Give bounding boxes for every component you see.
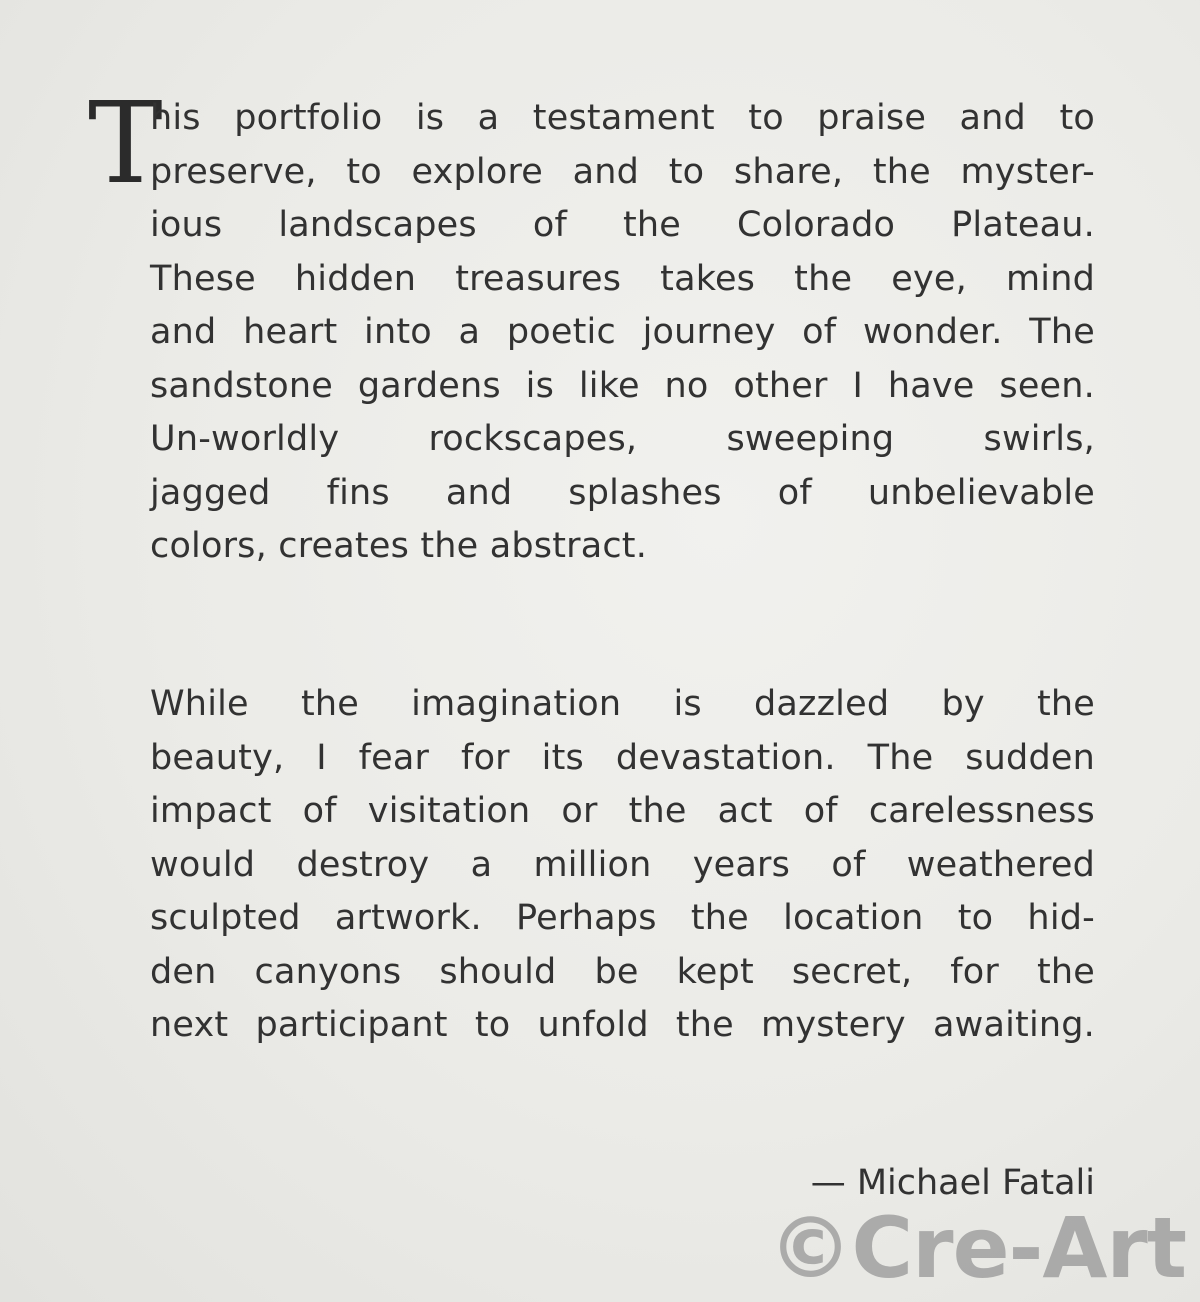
text-line: impact of visitation or the act of carelessness <box>150 791 1095 831</box>
paragraph-1 <box>150 92 1095 574</box>
text-line: colors, creates the abstract. <box>150 526 648 566</box>
text-line: beauty, I fear for its devastation. The sudden <box>150 737 1095 778</box>
text-line: would destroy a million years of weathered <box>150 844 1095 885</box>
author-signature: — Michael Fatali <box>810 1163 1095 1203</box>
text-line: sandstone gardens is like no other I have seen. <box>150 365 1095 406</box>
text-line: These hidden treasures takes the eye, mind <box>150 258 1095 299</box>
text-line: den canyons should be kept secret, for the <box>150 951 1095 992</box>
text-line: Un-worldly rockscapes, sweeping swirls, <box>150 419 1095 459</box>
text-line: his portfolio is a testament to praise and to <box>150 98 1095 138</box>
text-line: next participant to unfold the mystery awaiting. <box>150 1005 1095 1045</box>
text-line: ious landscapes of the Colorado Plateau. <box>150 205 1095 245</box>
text-line: sculpted artwork. Perhaps the location to hid- <box>150 898 1095 938</box>
text-line: jagged fins and splashes of unbelievable <box>150 472 1095 513</box>
drop-cap: T <box>88 79 163 209</box>
copyright-watermark: ©Cre-Art <box>768 1199 1186 1297</box>
text-line: and heart into a poetic journey of wonder. The <box>150 312 1095 352</box>
paragraph-2 <box>150 678 1095 1053</box>
text-line: preserve, to explore and to share, the myster- <box>150 151 1095 192</box>
text-line: While the imagination is dazzled by the <box>150 684 1095 724</box>
